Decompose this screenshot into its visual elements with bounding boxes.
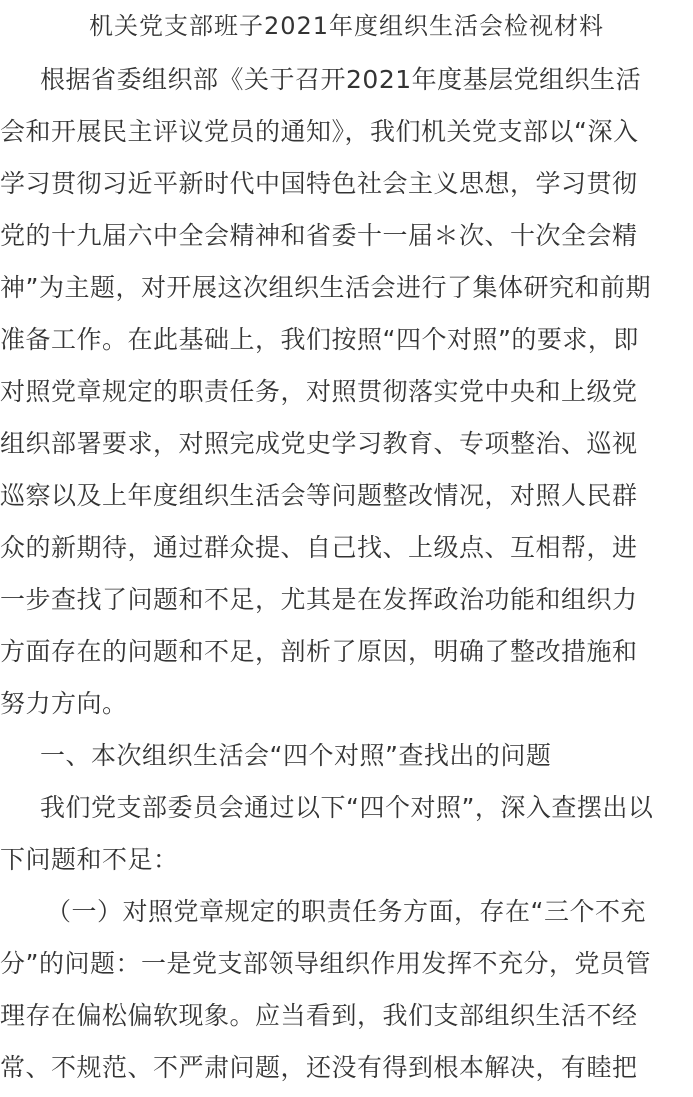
paragraph-line: 会和开展民主评议党员的通知》，我们机关党支部以“深入 [0,117,639,146]
paragraph-line: 常、不规范、不严肃问题，还没有得到根本解决，有睦把 [0,1053,638,1082]
paragraph-line: 根据省委组织部《关于召开2021年度基层党组织生活 [40,65,642,94]
paragraph-line: 努力方向。 [0,689,128,718]
document-title: 机关党支部班子2021年度组织生活会检视材料 [88,12,605,40]
paragraph-line: 学习贯彻习近平新时代中国特色社会主义思想，学习贯彻 [0,169,638,198]
paragraph-line: 党的十九届六中全会精神和省委十一届＊次、十次全会精 [0,221,638,250]
paragraph-line: 众的新期待，通过群众提、自己找、上级点、互相帮，进 [0,533,638,562]
paragraph-line: 分”的问题：一是党支部领导组织作用发挥不充分，党员管 [0,949,651,978]
section-heading: 一、本次组织生活会“四个对照”查找出的问题 [40,741,552,770]
paragraph-line: 下问题和不足： [0,845,179,874]
paragraph-line: 方面存在的问题和不足，剖析了原因，明确了整改措施和 [0,637,638,666]
paragraph-line: 理存在偏松偏软现象。应当看到，我们支部组织生活不经 [0,1001,638,1030]
paragraph-line: 我们党支部委员会通过以下“四个对照”，深入查摆出以 [40,793,654,822]
paragraph-line: 组织部署要求，对照完成党史学习教育、专项整治、巡视 [0,429,638,458]
paragraph-line: 一步查找了问题和不足，尤其是在发挥政治功能和组织力 [0,585,638,614]
paragraph-line: 神”为主题，对开展这次组织生活会进行了集体研究和前期 [0,273,651,302]
paragraph-line: 对照党章规定的职责任务，对照贯彻落实党中央和上级党 [0,377,638,406]
paragraph-line: 准备工作。在此基础上，我们按照“四个对照”的要求，即 [0,325,639,354]
paragraph-line: 巡察以及上年度组织生活会等问题整改情况，对照人民群 [0,481,638,510]
subsection-line: （一）对照党章规定的职责任务方面，存在“三个不充 [46,897,646,926]
